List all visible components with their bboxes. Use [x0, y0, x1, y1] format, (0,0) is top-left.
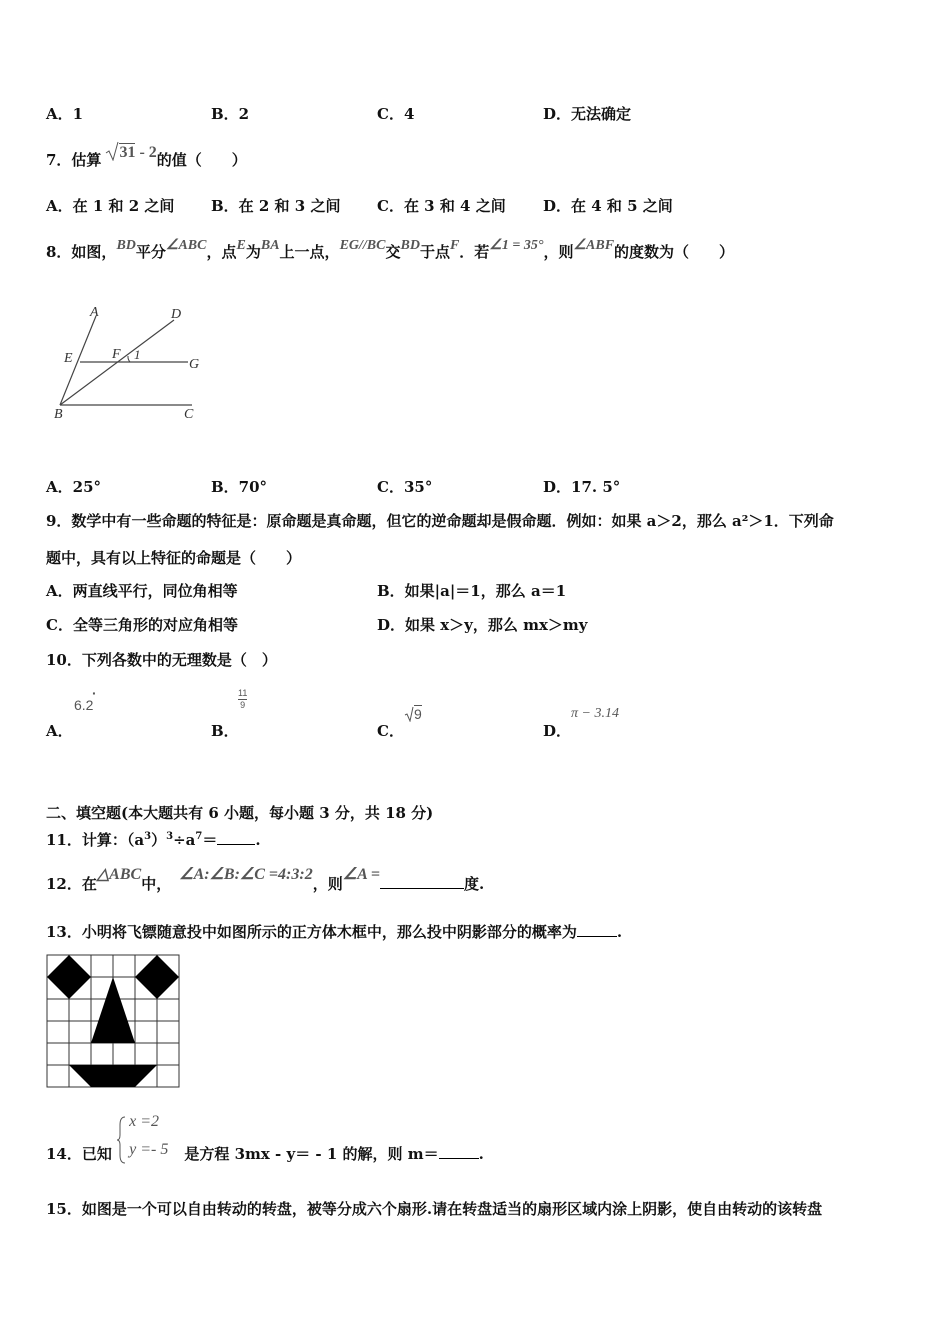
mouth-trapezoid [69, 1065, 157, 1087]
q9-option-b: B．如果|a|＝1，那么 a＝1 [377, 582, 567, 600]
equation-system: x =2 y =- 5 [117, 1139, 179, 1159]
q6-option-c: C．4 [377, 105, 415, 123]
q11: 11．计算：$(a^3)^3\div a^7=$ . [46, 831, 261, 849]
q10-option-a-value: 6.2 · [74, 685, 97, 713]
q12: 12．在△ABC中，∠A:∠B:∠C =4:3:2，则∠A =度. [46, 866, 485, 893]
q6-option-a: A．1 [46, 105, 84, 123]
q10-option-b-fraction: 11 9 [238, 688, 248, 710]
q10-label-d: D． [543, 722, 572, 740]
q10-label-c: C． [377, 722, 404, 740]
q13-grid-figure [46, 954, 180, 1089]
q9-option-d: D．如果 x＞y，那么 mx＞my [377, 616, 588, 634]
q6-option-d: D．无法确定 [543, 105, 632, 123]
label-e: E [64, 351, 73, 366]
q13-answer-blank[interactable] [577, 922, 617, 937]
label-b: B [54, 407, 63, 422]
q9-option-a: A．两直线平行，同位角相等 [46, 582, 238, 600]
q8-option-c: C．35° [377, 478, 433, 496]
section-2-heading: 二、填空题(本大题共有 6 小题，每小题 3 分，共 18 分) [46, 804, 434, 822]
q12-answer-blank[interactable] [380, 874, 464, 889]
q7-option-a: A．在 1 和 2 之间 [46, 197, 175, 215]
q10-option-d-value: π − 3.14 [571, 706, 619, 721]
q7-option-b: B．在 2 和 3 之间 [211, 197, 341, 215]
label-a: A [90, 305, 99, 320]
q9-option-c: C．全等三角形的对应角相等 [46, 616, 238, 634]
left-eye-diamond [47, 955, 91, 999]
q8-option-b: B．70° [211, 478, 268, 496]
q14-answer-blank[interactable] [439, 1144, 479, 1159]
angle-1-arc [128, 356, 130, 362]
right-eye-diamond [135, 955, 179, 999]
q10-label-b: B． [211, 722, 239, 740]
q7-stem: 7．估算 31 - 2的值（ ） [46, 149, 247, 170]
q8-figure [50, 300, 210, 425]
q7-option-c: C．在 3 和 4 之间 [377, 197, 506, 215]
q10-label-a: A． [46, 722, 73, 740]
label-g: G [189, 357, 200, 372]
q8-option-d: D．17. 5° [543, 478, 621, 496]
q6-option-b: B．2 [211, 105, 250, 123]
nose-triangle [91, 977, 135, 1043]
q9-line1: 9．数学中有一些命题的特征是：原命题是真命题，但它的逆命题却是假命题．例如：如果 a＞2，那么 a²＞1．下列命 [46, 512, 834, 530]
label-c: C [184, 407, 194, 422]
label-f: F [112, 347, 121, 362]
q8-stem: 8．如图，BD平分∠ABC，点E为BA上一点，EG//BC交BD于点F．若∠1 = 35°，则∠ABF的度数为（ ） [46, 238, 735, 261]
q9-line2: 题中，具有以上特征的命题是（ ） [46, 549, 302, 567]
label-d: D [171, 307, 182, 322]
q10-stem: 10．下列各数中的无理数是（ ） [46, 651, 277, 669]
sqrt-symbol [105, 141, 119, 161]
q8-option-a: A．25° [46, 478, 102, 496]
q7-option-d: D．在 4 和 5 之间 [543, 197, 673, 215]
q11-answer-blank[interactable] [217, 830, 255, 845]
q10-option-c-sqrt: 9 [404, 706, 422, 722]
q14: 14．已知 x =2 y =- 5 是方程 3mx - y＝ - 1 的解，则 m＝ . [46, 1113, 484, 1163]
q13-stem: 13．小明将飞镖随意投中如图所示的正方体木框中，那么投中阴影部分的概率为 . [46, 923, 623, 941]
q15-stem: 15．如图是一个可以自由转动的转盘，被等分成六个扇形.请在转盘适当的扇形区域内涂上阴影，使自由转动的该转盘 [46, 1200, 823, 1218]
label-1: 1 [134, 347, 141, 362]
